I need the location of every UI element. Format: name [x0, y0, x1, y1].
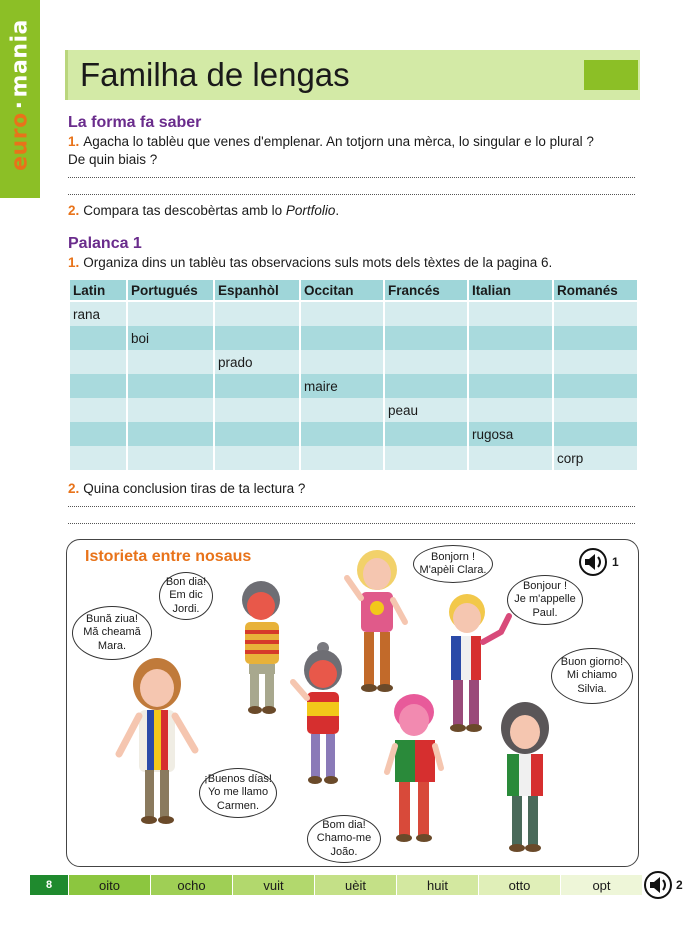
footer-number-cell: vuit [233, 875, 314, 895]
table-cell[interactable] [554, 326, 637, 350]
column-header: Espanhòl [215, 280, 299, 302]
question-2: 2. Compara tas descobèrtas amb lo Portfolio. [68, 203, 340, 218]
table-cell[interactable] [70, 326, 126, 350]
table-cell[interactable] [215, 374, 299, 398]
table-cell[interactable] [469, 398, 552, 422]
table-cell[interactable] [215, 326, 299, 350]
table-cell[interactable] [554, 350, 637, 374]
palanca-question-1: 1. Organiza dins un tablèu tas observacions suls mots dels tèxtes de la pagina 6. [68, 255, 553, 270]
column-header: Italian [469, 280, 552, 302]
footer-number-cell: oito [69, 875, 150, 895]
table-cell[interactable]: rana [70, 302, 126, 326]
page-title: Familha de lengas [80, 56, 350, 93]
footer-number-cell: huit [397, 875, 478, 895]
speech-bubble-clara: Bonjorn ! M'apèli Clara. [413, 545, 493, 583]
language-table [68, 280, 639, 470]
table-cell[interactable] [469, 302, 552, 326]
table-cell[interactable] [301, 422, 383, 446]
character-carmen-illustration [285, 640, 365, 790]
answer-line[interactable] [68, 193, 635, 195]
table-row [70, 374, 637, 398]
table-cell[interactable] [128, 302, 213, 326]
speech-bubble-silvia: Buon giorno! Mi chiamo Silvia. [551, 648, 633, 704]
column-header: Occitan [301, 280, 383, 302]
table-cell[interactable] [301, 446, 383, 470]
column-header: Portugués [128, 280, 213, 302]
column-header: Francés [385, 280, 467, 302]
table-cell[interactable] [301, 398, 383, 422]
footer-number-cell: ocho [151, 875, 232, 895]
table-cell[interactable] [128, 374, 213, 398]
table-cell[interactable] [70, 398, 126, 422]
footer-number-cell: opt [561, 875, 642, 895]
table-cell[interactable] [70, 422, 126, 446]
table-row [70, 326, 637, 350]
character-joao-illustration [379, 690, 449, 850]
table-cell[interactable] [554, 374, 637, 398]
table-row [70, 350, 637, 374]
brand-strip [0, 0, 40, 190]
table-row [70, 398, 637, 422]
title-swatch [584, 60, 638, 90]
speech-bubble-paul: Bonjour ! Je m'appelle Paul. [507, 575, 583, 625]
table-cell[interactable] [469, 446, 552, 470]
table-cell[interactable] [385, 350, 467, 374]
speech-bubble-joao: Bom dia! Chamo-me João. [307, 815, 381, 863]
audio-speaker-icon[interactable] [579, 548, 611, 576]
answer-line[interactable] [68, 505, 635, 507]
comic-title: Istorieta entre nosaus [85, 548, 252, 565]
page-number: 8 [30, 875, 68, 895]
table-cell[interactable] [385, 446, 467, 470]
column-header: Romanés [554, 280, 637, 302]
brand-logo: euro·mania [7, 19, 33, 171]
footer-number-band [30, 875, 643, 895]
brand-rule [0, 190, 40, 198]
audio-speaker-icon[interactable] [644, 871, 674, 899]
table-cell[interactable] [215, 422, 299, 446]
table-cell[interactable] [215, 398, 299, 422]
table-cell[interactable] [128, 446, 213, 470]
comic-panel [66, 539, 639, 867]
audio-track-number: 1 [612, 555, 619, 569]
answer-line[interactable] [68, 176, 635, 178]
table-cell[interactable] [469, 326, 552, 350]
table-cell[interactable] [554, 398, 637, 422]
table-cell[interactable] [128, 350, 213, 374]
table-cell[interactable] [128, 422, 213, 446]
speech-bubble-mara: Bună ziua! Mă cheamă Mara. [72, 606, 152, 660]
footer-number-cell: uèit [315, 875, 396, 895]
footer-number-cell: otto [479, 875, 560, 895]
column-header: Latin [70, 280, 126, 302]
table-cell[interactable] [215, 302, 299, 326]
table-cell[interactable] [385, 302, 467, 326]
question-1: 1. Agacha lo tablèu que venes d'emplenar. An totjorn una mèrca, lo singular e lo plural ? De quin biais ? [68, 134, 594, 167]
table-cell[interactable] [70, 350, 126, 374]
character-mara-illustration [109, 652, 205, 827]
table-cell[interactable]: corp [554, 446, 637, 470]
table-cell[interactable] [469, 374, 552, 398]
character-silvia-illustration [487, 700, 567, 860]
title-band [65, 50, 640, 100]
section-heading-forma: La forma fa saber [68, 114, 202, 131]
table-row [70, 422, 637, 446]
table-cell[interactable] [554, 422, 637, 446]
table-row [70, 302, 637, 326]
table-header-row [70, 280, 637, 302]
table-cell[interactable]: maire [301, 374, 383, 398]
table-cell[interactable] [215, 446, 299, 470]
section-heading-palanca: Palanca 1 [68, 235, 142, 252]
table-cell[interactable]: prado [215, 350, 299, 374]
table-cell[interactable] [301, 350, 383, 374]
table-cell[interactable] [128, 398, 213, 422]
table-row [70, 446, 637, 470]
table-cell[interactable] [301, 326, 383, 350]
table-cell[interactable] [385, 374, 467, 398]
table-cell[interactable] [385, 422, 467, 446]
table-cell[interactable] [385, 326, 467, 350]
footer-numbers [69, 875, 643, 895]
table-cell[interactable]: boi [128, 326, 213, 350]
answer-line[interactable] [68, 522, 635, 524]
table-cell[interactable]: peau [385, 398, 467, 422]
table-cell[interactable]: rugosa [469, 422, 552, 446]
table-cell[interactable] [469, 350, 552, 374]
footer-audio-track-number: 2 [676, 878, 683, 892]
palanca-question-2: 2. Quina conclusion tiras de ta lectura ? [68, 481, 306, 496]
speech-bubble-carmen: ¡Buenos días! Yo me llamo Carmen. [199, 768, 277, 818]
speech-bubble-jordi: Bon dia! Em dic Jordi. [159, 572, 213, 620]
table-cell[interactable] [301, 302, 383, 326]
table-cell[interactable] [70, 446, 126, 470]
table-cell[interactable] [70, 374, 126, 398]
table-cell[interactable] [554, 302, 637, 326]
